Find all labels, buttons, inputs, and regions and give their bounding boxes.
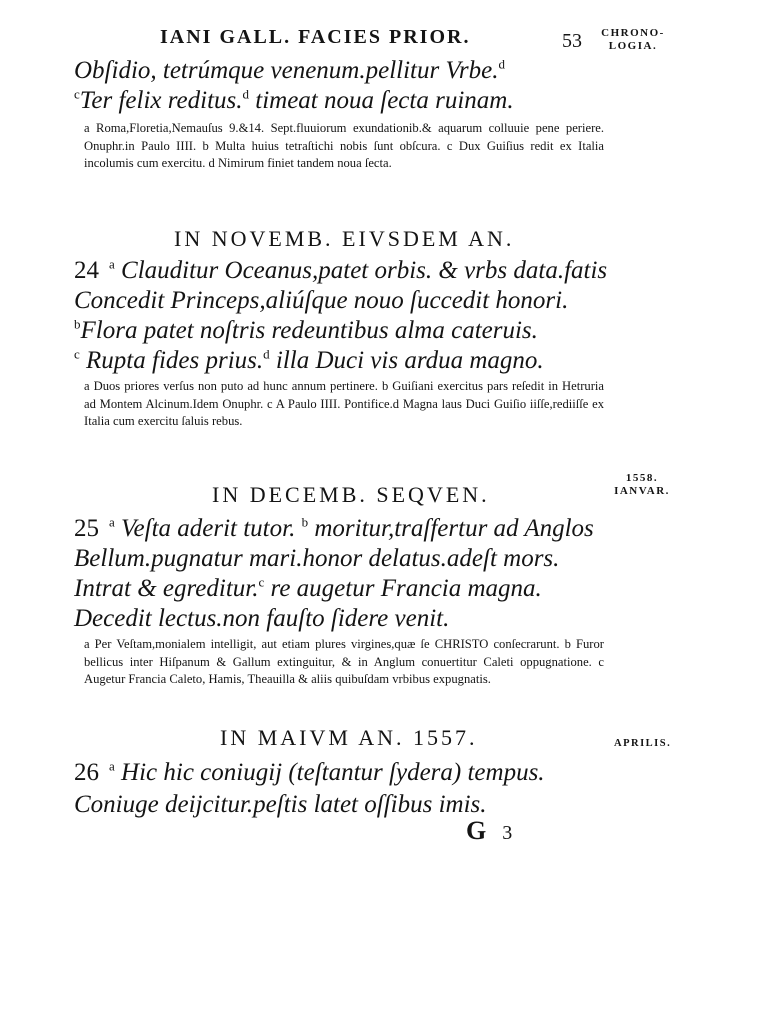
margin-note-line: CHRONO-: [601, 27, 665, 39]
verse-text: Concedit Princeps,aliúſque nouo ſuccedit honori.: [74, 287, 569, 314]
verse-text: Clauditur Oceanus,patet orbis. & vrbs data.fatis: [121, 257, 608, 284]
verse-text: Flora patet noſtris redeuntibus alma cateruis.: [80, 317, 538, 344]
note-marker: c: [74, 86, 80, 102]
verse-line: [74, 316, 538, 346]
verse-number: 25: [74, 515, 99, 542]
verse-text: Ter felix reditus.: [79, 87, 243, 114]
running-head: IANI GALL. FACIES PRIOR.: [160, 26, 471, 48]
verse-line: [74, 256, 607, 286]
signature-letter: G: [466, 816, 487, 845]
note-marker: c: [258, 574, 265, 590]
note-marker: d: [263, 346, 270, 362]
verse-text: Coniuge deijcitur.peſtis latet oſſibus imis.: [74, 791, 487, 818]
footnote-block: a Per Veſtam,monialem intelligit, aut etiam plures virgines,quæ ſe CHRISTO conſecrarunt. b Furor bellicus inter Hiſpanum & Gallum extinguitur, & in Anglum conuertitur Caleti oppugnatione. c Augetur Francia Caleto, Hamis, Theauilla & aliis quibuſdam vrbibus expugnatis.: [84, 637, 604, 686]
note-marker: a: [109, 514, 115, 530]
verse-line: [74, 56, 505, 86]
note-marker: b: [301, 514, 309, 530]
margin-note-chronologia: [596, 27, 670, 53]
verse-number: 26: [74, 759, 99, 786]
signature-mark: [466, 816, 512, 846]
margin-note-line: LOGIA.: [608, 40, 658, 52]
verse-text: Decedit lectus.non fauſto ſidere venit.: [74, 605, 450, 632]
margin-note-line: 1558.: [625, 472, 659, 484]
verse-line: [74, 286, 568, 316]
margin-note-line: IANVAR.: [614, 485, 670, 497]
verse-text: moritur,traſfertur ad Anglos: [314, 515, 594, 542]
verse-text: Bellum.pugnatur mari.honor delatus.adeſt mors.: [74, 545, 560, 572]
verse-line: [74, 514, 594, 544]
page-number: 53: [562, 30, 582, 52]
section-heading-may: IN MAIVM AN. 1557.: [220, 725, 478, 750]
note-marker: b: [74, 316, 81, 332]
margin-note-year: [606, 472, 678, 498]
verse-text: Veſta aderit tutor.: [121, 515, 296, 542]
note-marker: a: [109, 256, 115, 272]
verse-text: re augetur Francia magna.: [270, 575, 542, 602]
verse-text: Obſidio, tetrúmque venenum.pellitur Vrbe.: [74, 57, 499, 84]
verse-number: 24: [74, 257, 99, 284]
note-marker: c: [74, 346, 80, 362]
footnote-block: a Duos priores verſus non puto ad hunc annum pertinere. b Guiſiani exercitus pars reſedit in Hetruria ad Montem Alcinum.Idem Onuphr. c A Paulo IIII. Pontifice.d Magna laus Duci Guiſio iiſſe,rediiſſe ex Italia cum exercitu ſaluis rebus.: [84, 379, 604, 428]
verse-line: [74, 86, 514, 116]
verse-text: Rupta fides prius.: [86, 347, 264, 374]
verse-line: [74, 758, 545, 788]
footnote-block: a Roma,Floretia,Nemauſus 9.&14. Sept.fluuiorum exundationib.& aquarum colluuie pene periere. Onuphr.in Paulo IIII. b Multa huius tetraſtichi nobis ſunt obſcura. c Dux Guiſius redit ex Italia incolumis cum exercitu. d Nimirum finiet tandem noua ſecta.: [84, 121, 604, 170]
note-marker: a: [109, 758, 115, 774]
verse-text: Hic hic coniugij (teſtantur ſydera) tempus.: [121, 759, 545, 786]
verse-line: [74, 544, 559, 574]
verse-text: timeat noua ſecta ruinam.: [255, 87, 514, 114]
verse-line: [74, 346, 544, 376]
section-heading-december: IN DECEMB. SEQVEN.: [212, 482, 490, 507]
note-marker: d: [498, 56, 505, 72]
verse-line: [74, 790, 487, 820]
margin-note-aprilis: APRILIS.: [614, 738, 672, 749]
verse-text: illa Duci vis ardua magno.: [275, 347, 544, 374]
verse-text: Intrat & egreditur.: [74, 575, 259, 602]
section-heading-november: IN NOVEMB. EIVSDEM AN.: [174, 226, 515, 251]
note-marker: d: [242, 86, 250, 102]
signature-number: 3: [502, 822, 513, 844]
verse-line: [74, 574, 542, 604]
verse-line: [74, 604, 449, 634]
